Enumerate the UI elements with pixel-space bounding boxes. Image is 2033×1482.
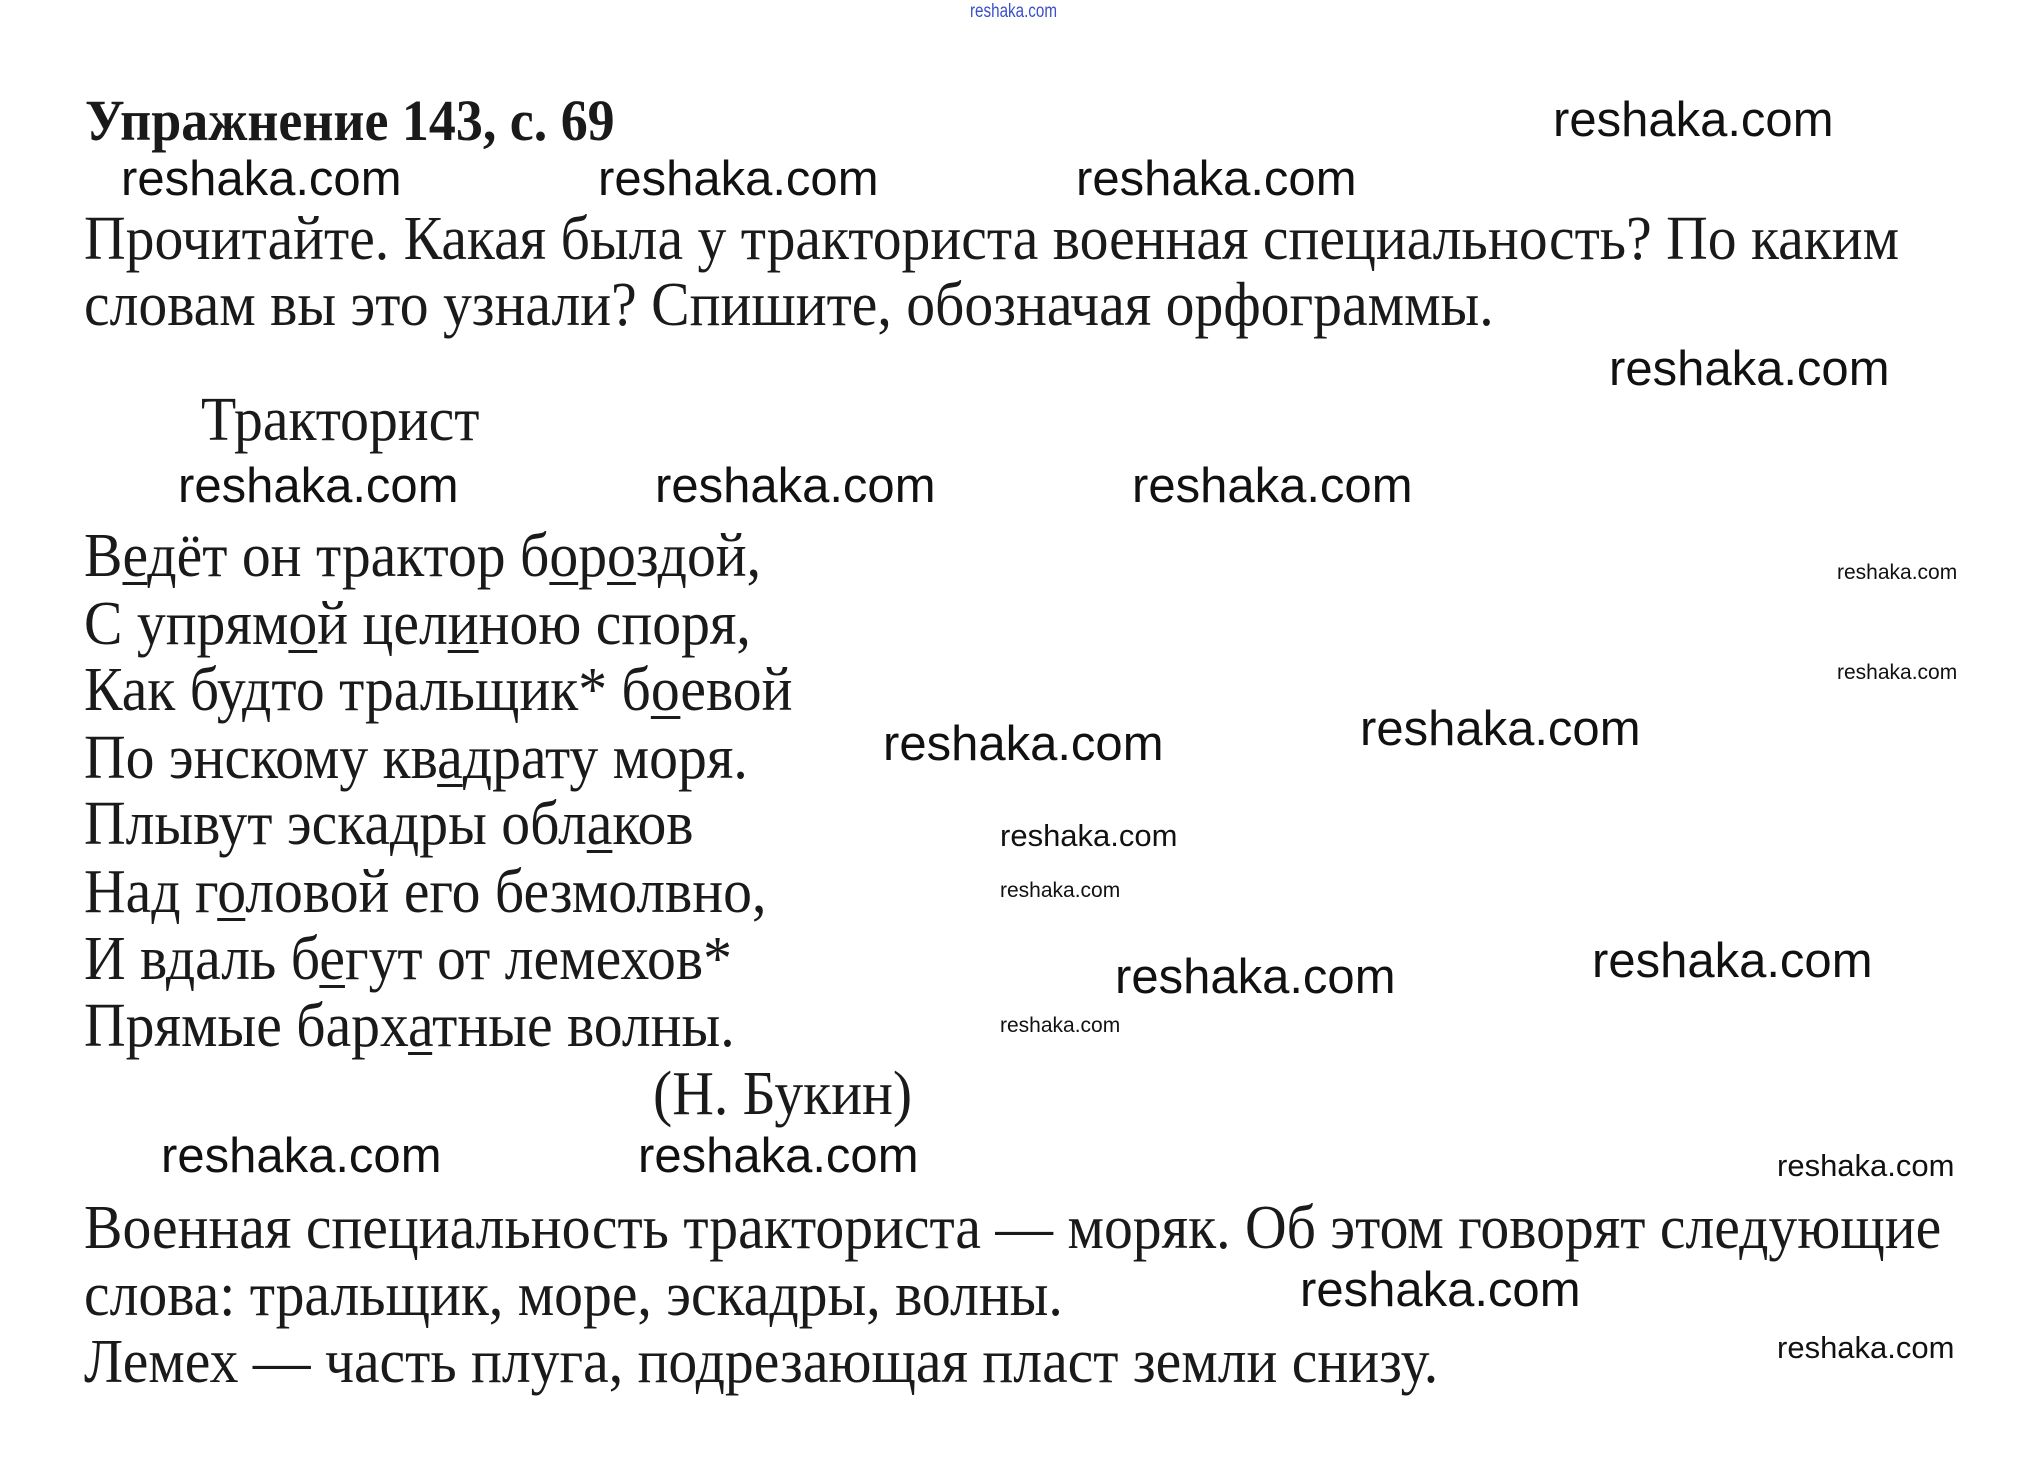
poem-text: дёт он трактор б: [147, 522, 550, 590]
poem-text: евой: [680, 656, 793, 724]
watermark: reshaka.com: [1300, 1263, 1581, 1317]
watermark: reshaka.com: [1132, 459, 1413, 513]
answer-line: слова: тральщик, море, эскадры, волны.: [84, 1261, 1063, 1329]
watermark: reshaka.com: [883, 717, 1164, 771]
watermark: reshaka.com: [1360, 702, 1641, 756]
orthogram-letter: а: [408, 992, 433, 1060]
poem-line: [84, 927, 732, 991]
watermark: reshaka.com: [655, 459, 936, 513]
poem-line: [84, 860, 766, 924]
poem-text: здой,: [635, 522, 762, 590]
poem-text: По энскому кв: [84, 724, 438, 792]
watermark: reshaka.com: [178, 459, 459, 513]
poem-line: [84, 792, 693, 856]
poem-text: И вдаль б: [84, 925, 320, 993]
orthogram-letter: о: [607, 522, 636, 590]
poem-text: Как будто тральщик* б: [84, 656, 651, 724]
poem-author: (Н. Букин): [653, 1060, 913, 1128]
instruction-line: словам вы это узнали? Спишите, обозначая орфограммы.: [84, 271, 1494, 339]
watermark: reshaka.com: [1777, 1330, 1955, 1365]
watermark: reshaka.com: [1837, 561, 1958, 584]
watermark: reshaka.com: [1000, 818, 1178, 853]
poem-text: ною споря,: [478, 590, 751, 658]
poem-text: гут от лемехов*: [344, 925, 732, 993]
poem-text: ловой его безмолвно,: [245, 858, 767, 926]
orthogram-letter: а: [437, 724, 463, 792]
poem-title: Тракторист: [201, 386, 480, 454]
poem-text: драту моря.: [462, 724, 748, 792]
watermark: reshaka.com: [1837, 661, 1958, 684]
poem-text: тные волны.: [432, 992, 735, 1060]
watermark: reshaka.com: [1115, 950, 1396, 1004]
poem-line: [84, 592, 751, 656]
watermark: reshaka.com: [1609, 342, 1890, 396]
orthogram-letter: а: [586, 790, 613, 858]
orthogram-letter: е: [319, 925, 345, 993]
watermark: reshaka.com: [1592, 934, 1873, 988]
instruction-line: Прочитайте. Какая была у тракториста военная специальность? По каким: [84, 205, 1900, 273]
poem-text: Плывут эскадры обл: [84, 790, 587, 858]
orthogram-letter: о: [650, 656, 681, 724]
orthogram-letter: е: [122, 522, 148, 590]
answer-line: Лемех — часть плуга, подрезающая пласт земли снизу.: [84, 1328, 1439, 1396]
orthogram-letter: о: [288, 590, 318, 658]
poem-text: С упрям: [84, 590, 289, 658]
poem-text: Прямые барх: [84, 992, 409, 1060]
watermark: reshaka.com: [121, 152, 402, 206]
watermark: reshaka.com: [1000, 879, 1121, 902]
watermark: reshaka.com: [1553, 93, 1834, 147]
poem-text: ков: [612, 790, 694, 858]
watermark: reshaka.com: [1777, 1148, 1955, 1183]
poem-text: р: [578, 522, 608, 590]
watermark: reshaka.com: [638, 1129, 919, 1183]
poem-line: [84, 524, 761, 588]
orthogram-letter: и: [447, 590, 479, 658]
poem-line: [84, 994, 735, 1058]
watermark: reshaka.com: [1076, 152, 1357, 206]
poem-line: [84, 726, 748, 790]
watermark: reshaka.com: [161, 1129, 442, 1183]
orthogram-letter: о: [549, 522, 579, 590]
answer-line: Военная специальность тракториста — моряк. Об этом говорят следующие: [84, 1194, 1942, 1262]
orthogram-letter: о: [217, 858, 246, 926]
poem-text: Над г: [84, 858, 218, 926]
poem-text: В: [84, 522, 123, 590]
header-watermark: reshaka.com: [970, 1, 1058, 22]
poem-line: [84, 658, 793, 722]
page-title: Упражнение 143, с. 69: [85, 88, 615, 153]
watermark: reshaka.com: [598, 152, 879, 206]
watermark: reshaka.com: [1000, 1014, 1121, 1037]
poem-text: й цел: [317, 590, 448, 658]
